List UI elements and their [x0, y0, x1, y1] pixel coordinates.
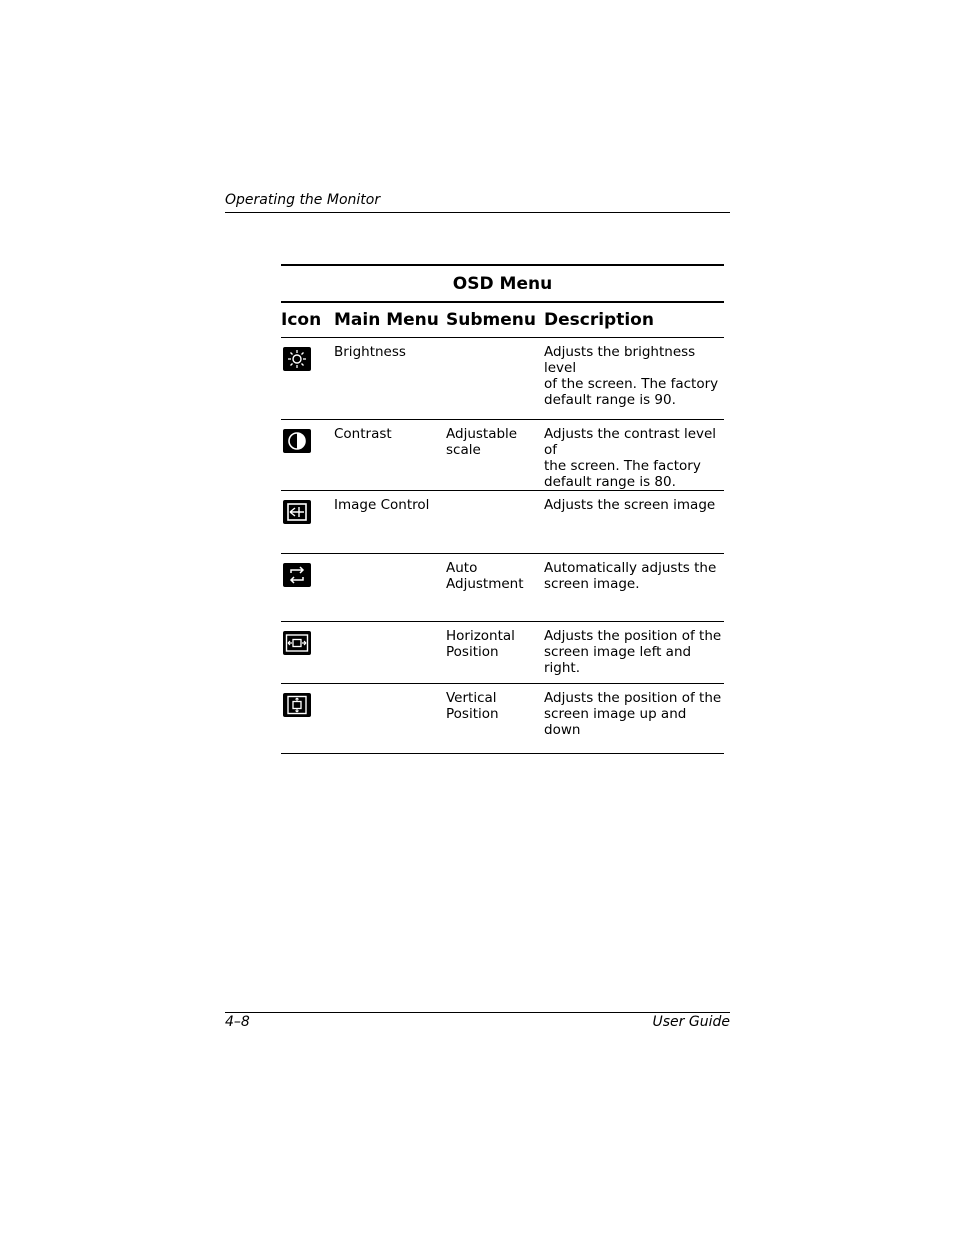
running-head: Operating the Monitor [225, 192, 381, 208]
row-submenu: Adjustable scale [446, 426, 518, 458]
col-header-description: Description [544, 310, 654, 330]
col-header-icon: Icon [281, 310, 322, 330]
col-header-main-menu: Main Menu [334, 310, 439, 330]
row-main-menu [334, 622, 446, 628]
row-submenu [446, 491, 544, 497]
osd-menu-table [281, 264, 724, 754]
row-submenu: Auto Adjustment [446, 560, 524, 592]
auto-adjust-icon [283, 563, 311, 587]
row-description: Adjusts the position of the screen image up and down [544, 690, 722, 738]
row-description: Adjusts the brightness level of the screen. The factory default range is 90. [544, 344, 719, 408]
page-number: 4–8 [225, 1014, 250, 1030]
row-main-menu [334, 554, 446, 560]
row-submenu: Horizontal Position [446, 628, 515, 660]
table-title-text: OSD Menu [452, 273, 553, 294]
image-control-icon [283, 500, 311, 524]
table-header-row [281, 303, 724, 338]
row-description: Adjusts the contrast level of the screen. The factory default range is 80. [544, 426, 717, 490]
row-main-menu: Brightness [334, 344, 406, 360]
table-row [281, 491, 724, 554]
table-row [281, 420, 724, 491]
table-row [281, 622, 724, 684]
table-row [281, 684, 724, 754]
footer-doc-title: User Guide [652, 1014, 730, 1030]
vertical-position-icon [283, 693, 311, 717]
col-header-submenu: Submenu [446, 310, 536, 330]
horizontal-position-icon [283, 631, 311, 655]
brightness-icon [283, 347, 311, 371]
row-main-menu [334, 684, 446, 690]
row-description: Automatically adjusts the screen image. [544, 560, 717, 592]
row-description: Adjusts the position of the screen image left and right. [544, 628, 722, 676]
contrast-icon [283, 429, 311, 453]
table-row [281, 554, 724, 622]
table-title [281, 266, 724, 303]
table-row [281, 338, 724, 420]
row-submenu [446, 338, 544, 344]
row-main-menu: Image Control [334, 497, 430, 513]
header-rule [225, 212, 730, 213]
row-description: Adjusts the screen image [544, 497, 716, 513]
row-submenu: Vertical Position [446, 690, 499, 722]
row-main-menu: Contrast [334, 426, 392, 442]
